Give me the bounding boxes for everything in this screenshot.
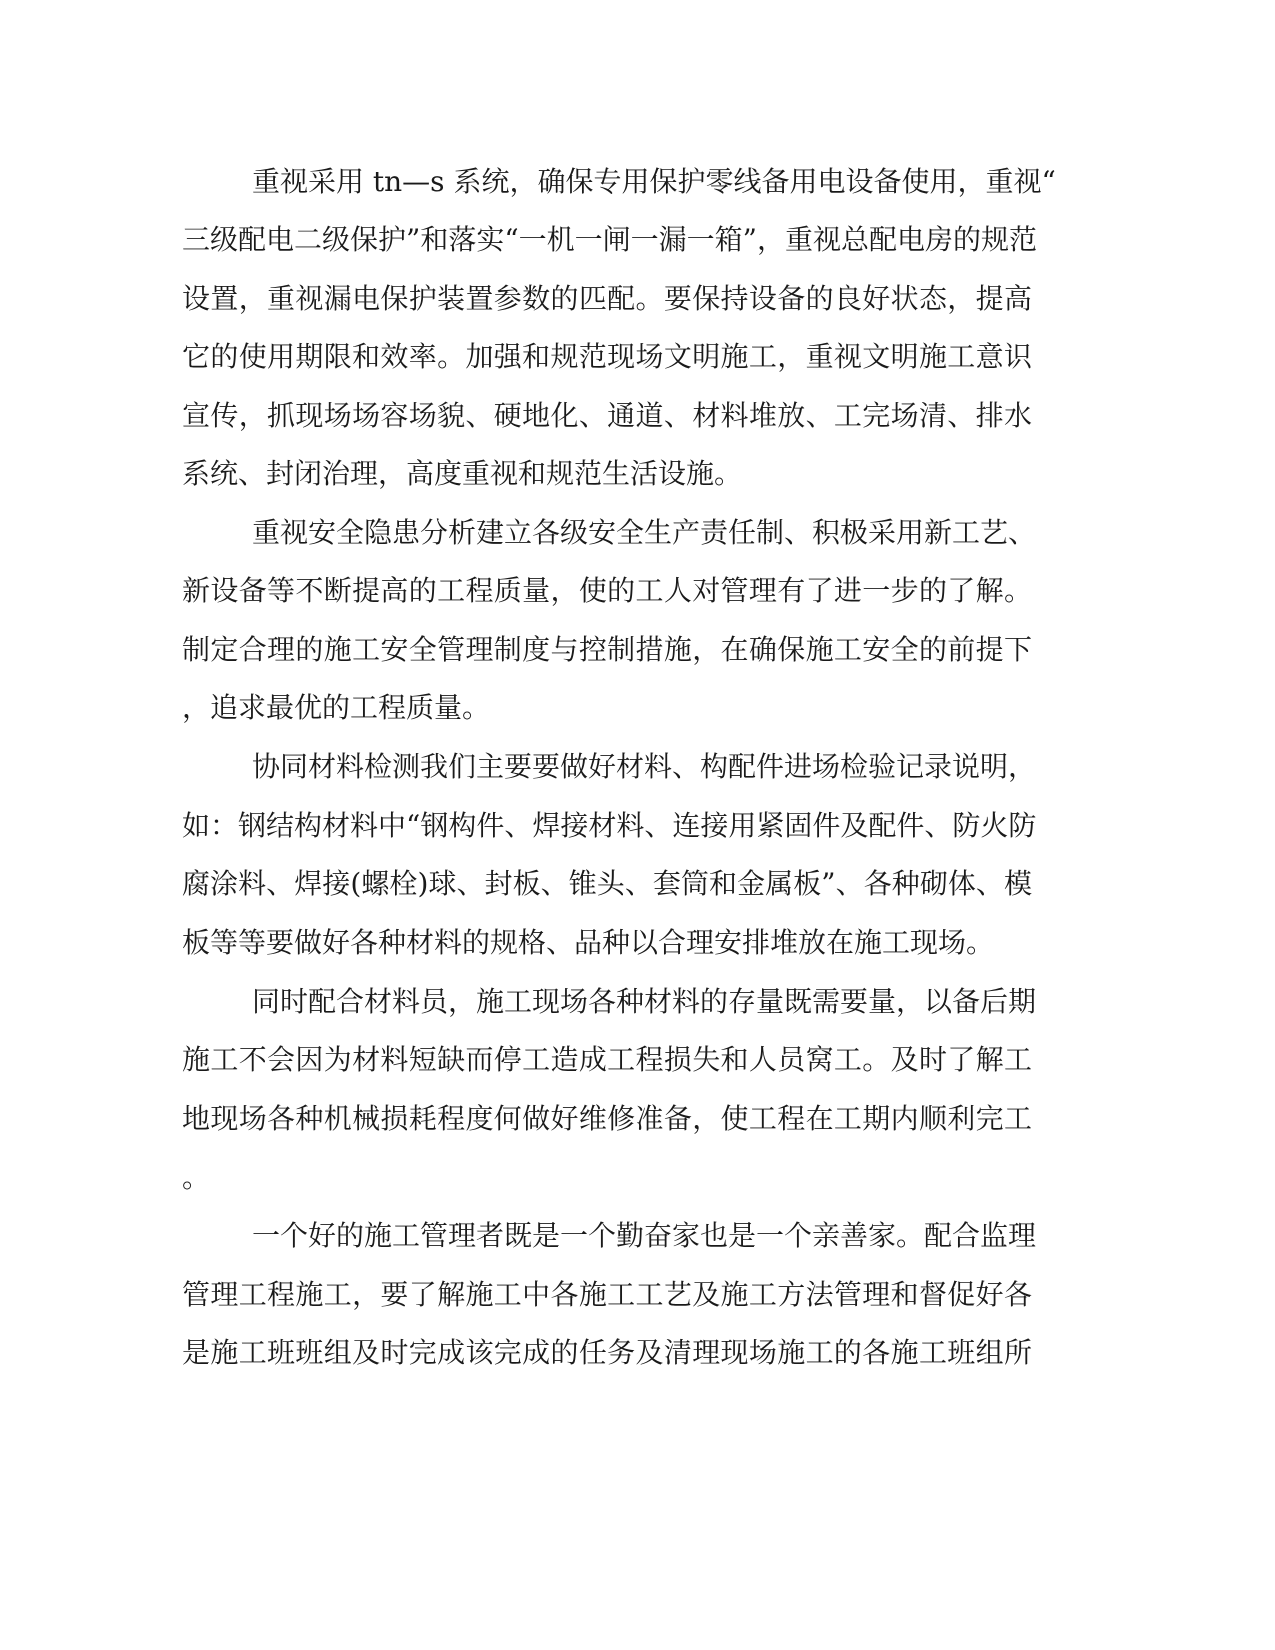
paragraph-5-line-1: 一个好的施工管理者既是一个勤奋家也是一个亲善家。配合监理 — [252, 1219, 1037, 1252]
paragraph-2-line-3: 制定合理的施工安全管理制度与控制措施，在确保施工安全的前提下 — [182, 633, 1032, 666]
paragraph-5-line-2: 管理工程施工，要了解施工中各施工工艺及施工方法管理和督促好各 — [182, 1278, 1032, 1311]
paragraph-3-line-4: 板等等要做好各种材料的规格、品种以合理安排堆放在施工现场。 — [182, 926, 995, 959]
paragraph-5-line-3: 是施工班班组及时完成该完成的任务及清理现场施工的各施工班组所 — [182, 1336, 1032, 1369]
paragraph-3-line-2: 如：钢结构材料中“钢构件、焊接材料、连接用紧固件及配件、防火防 — [182, 809, 1037, 842]
paragraph-3-line-1: 协同材料检测我们主要要做好材料、构配件进场检验记录说明， — [252, 750, 1037, 783]
paragraph-1-line-2: 三级配电二级保护”和落实“一机一闸一漏一箱”，重视总配电房的规范 — [182, 223, 1037, 256]
paragraph-1-line-4: 它的使用期限和效率。加强和规范现场文明施工，重视文明施工意识 — [182, 340, 1032, 373]
paragraph-4-line-1: 同时配合材料员，施工现场各种材料的存量既需要量，以备后期 — [252, 985, 1037, 1018]
paragraph-4-line-2: 施工不会因为材料短缺而停工造成工程损失和人员窝工。及时了解工 — [182, 1043, 1032, 1076]
paragraph-4-line-3: 地现场各种机械损耗程度何做好维修准备，使工程在工期内顺利完工 — [182, 1102, 1032, 1135]
paragraph-1-line-3: 设置，重视漏电保护装置参数的匹配。要保持设备的良好状态，提高 — [182, 282, 1032, 315]
paragraph-1-line-1: 重视采用 tn—s 系统，确保专用保护零线备用电设备使用，重视“ — [252, 165, 1056, 198]
paragraph-1-line-5: 宣传，抓现场场容场貌、硬地化、通道、材料堆放、工完场清、排水 — [182, 399, 1032, 432]
paragraph-3-line-3: 腐涂料、焊接(螺栓)球、封板、锥头、套筒和金属板”、各种砌体、模 — [182, 867, 1032, 900]
paragraph-2-line-4: ，追求最优的工程质量。 — [182, 691, 491, 724]
paragraph-2-line-2: 新设备等不断提高的工程质量，使的工人对管理有了进一步的了解。 — [182, 574, 1032, 607]
paragraph-1-line-6: 系统、封闭治理，高度重视和规范生活设施。 — [182, 457, 743, 490]
paragraph-2-line-1: 重视安全隐患分析建立各级安全生产责任制、积极采用新工艺、 — [252, 516, 1037, 549]
paragraph-4-line-4: 。 — [182, 1161, 211, 1194]
